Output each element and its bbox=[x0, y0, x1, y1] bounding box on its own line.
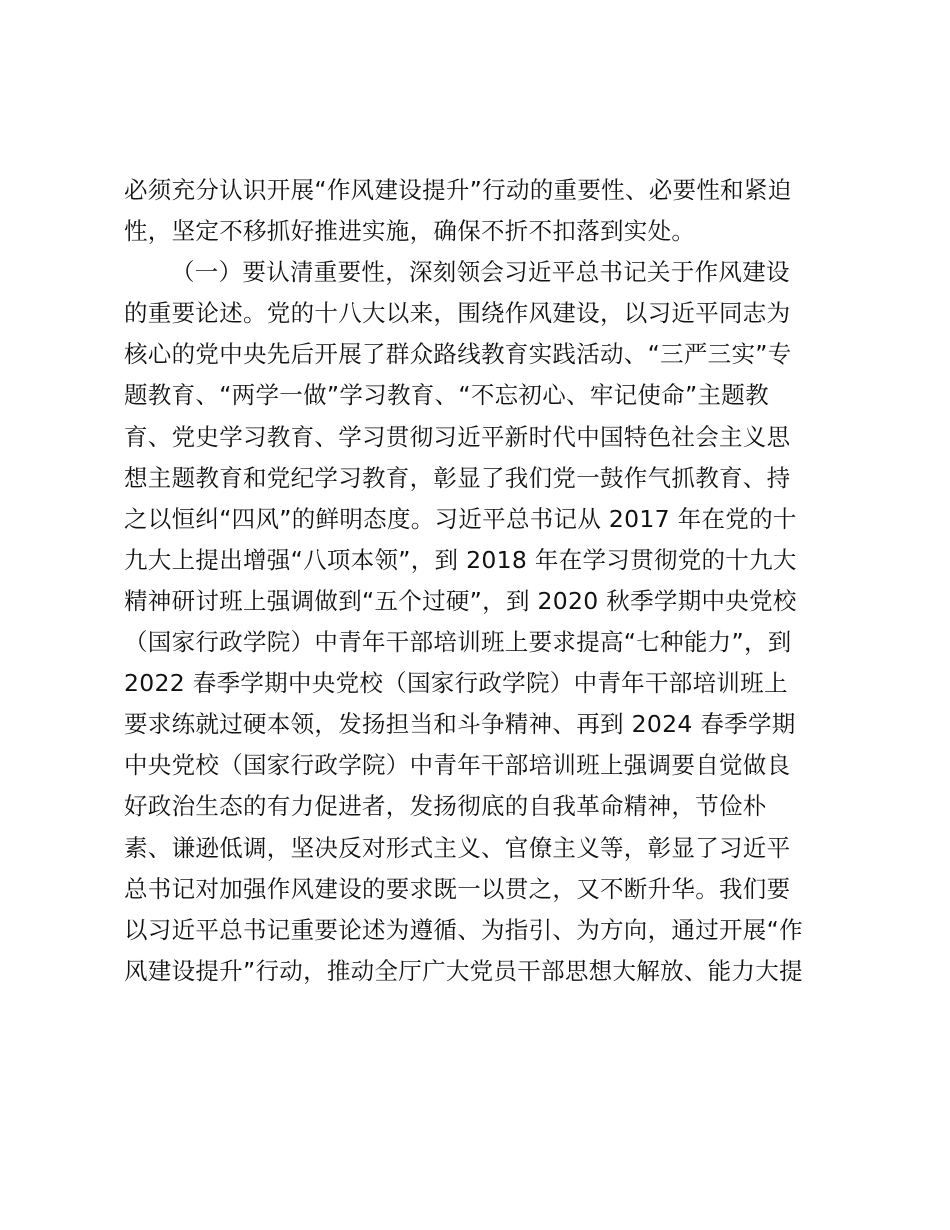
text-line: 精神研讨班上强调做到“五个过硬”，到 2020 秋季学期中央党校 bbox=[124, 586, 797, 615]
text-line: 想主题教育和党纪学习教育，彰显了我们党一鼓作气抓教育、持 bbox=[124, 463, 791, 492]
text-line: 素、谦逊低调，坚决反对形式主义、官僚主义等，彰显了习近平 bbox=[124, 833, 791, 862]
text-line: 要求练就过硬本领，发扬担当和斗争精神、再到 2024 春季学期 bbox=[124, 710, 796, 739]
text-line: 以习近平总书记重要论述为遵循、为指引、为方向，通过开展“作 bbox=[124, 915, 803, 944]
text-line: 题教育、“两学一做”学习教育、“不忘初心、牢记使命”主题教 bbox=[124, 381, 769, 410]
text-line: 总书记对加强作风建设的要求既一以贯之，又不断升华。我们要 bbox=[124, 874, 791, 903]
section-heading-line: （一）要认清重要性，深刻领会习近平总书记关于作风建设 bbox=[171, 258, 790, 287]
text-line: 2022 春季学期中央党校（国家行政学院）中青年干部培训班上 bbox=[124, 669, 788, 698]
text-line: 中央党校（国家行政学院）中青年干部培训班上强调要自觉做良 bbox=[124, 751, 791, 780]
text-line: 的重要论述。党的十八大以来，围绕作风建设，以习近平同志为 bbox=[124, 299, 791, 328]
text-line: 风建设提升”行动，推动全厅广大党员干部思想大解放、能力大提 bbox=[124, 956, 803, 985]
text-line: 必须充分认识开展“作风建设提升”行动的重要性、必要性和紧迫 bbox=[124, 176, 792, 204]
text-line: 育、党史学习教育、学习贯彻习近平新时代中国特色社会主义思 bbox=[124, 422, 791, 451]
body-text bbox=[124, 170, 840, 992]
text-line: 好政治生态的有力促进者，发扬彻底的自我革命精神，节俭朴 bbox=[124, 792, 767, 821]
text-line: 核心的党中央先后开展了群众路线教育实践活动、“三严三实”专 bbox=[124, 340, 792, 369]
text-line: 性，坚定不移抓好推进实施，确保不折不扣落到实处。 bbox=[124, 217, 696, 246]
text-line: （国家行政学院）中青年干部培训班上要求提高“七种能力”，到 bbox=[124, 628, 792, 657]
text-line: 九大上提出增强“八项本领”，到 2018 年在学习贯彻党的十九大 bbox=[124, 545, 797, 574]
text-line: 之以恒纠“四风”的鲜明态度。习近平总书记从 2017 年在党的十 bbox=[124, 504, 797, 533]
